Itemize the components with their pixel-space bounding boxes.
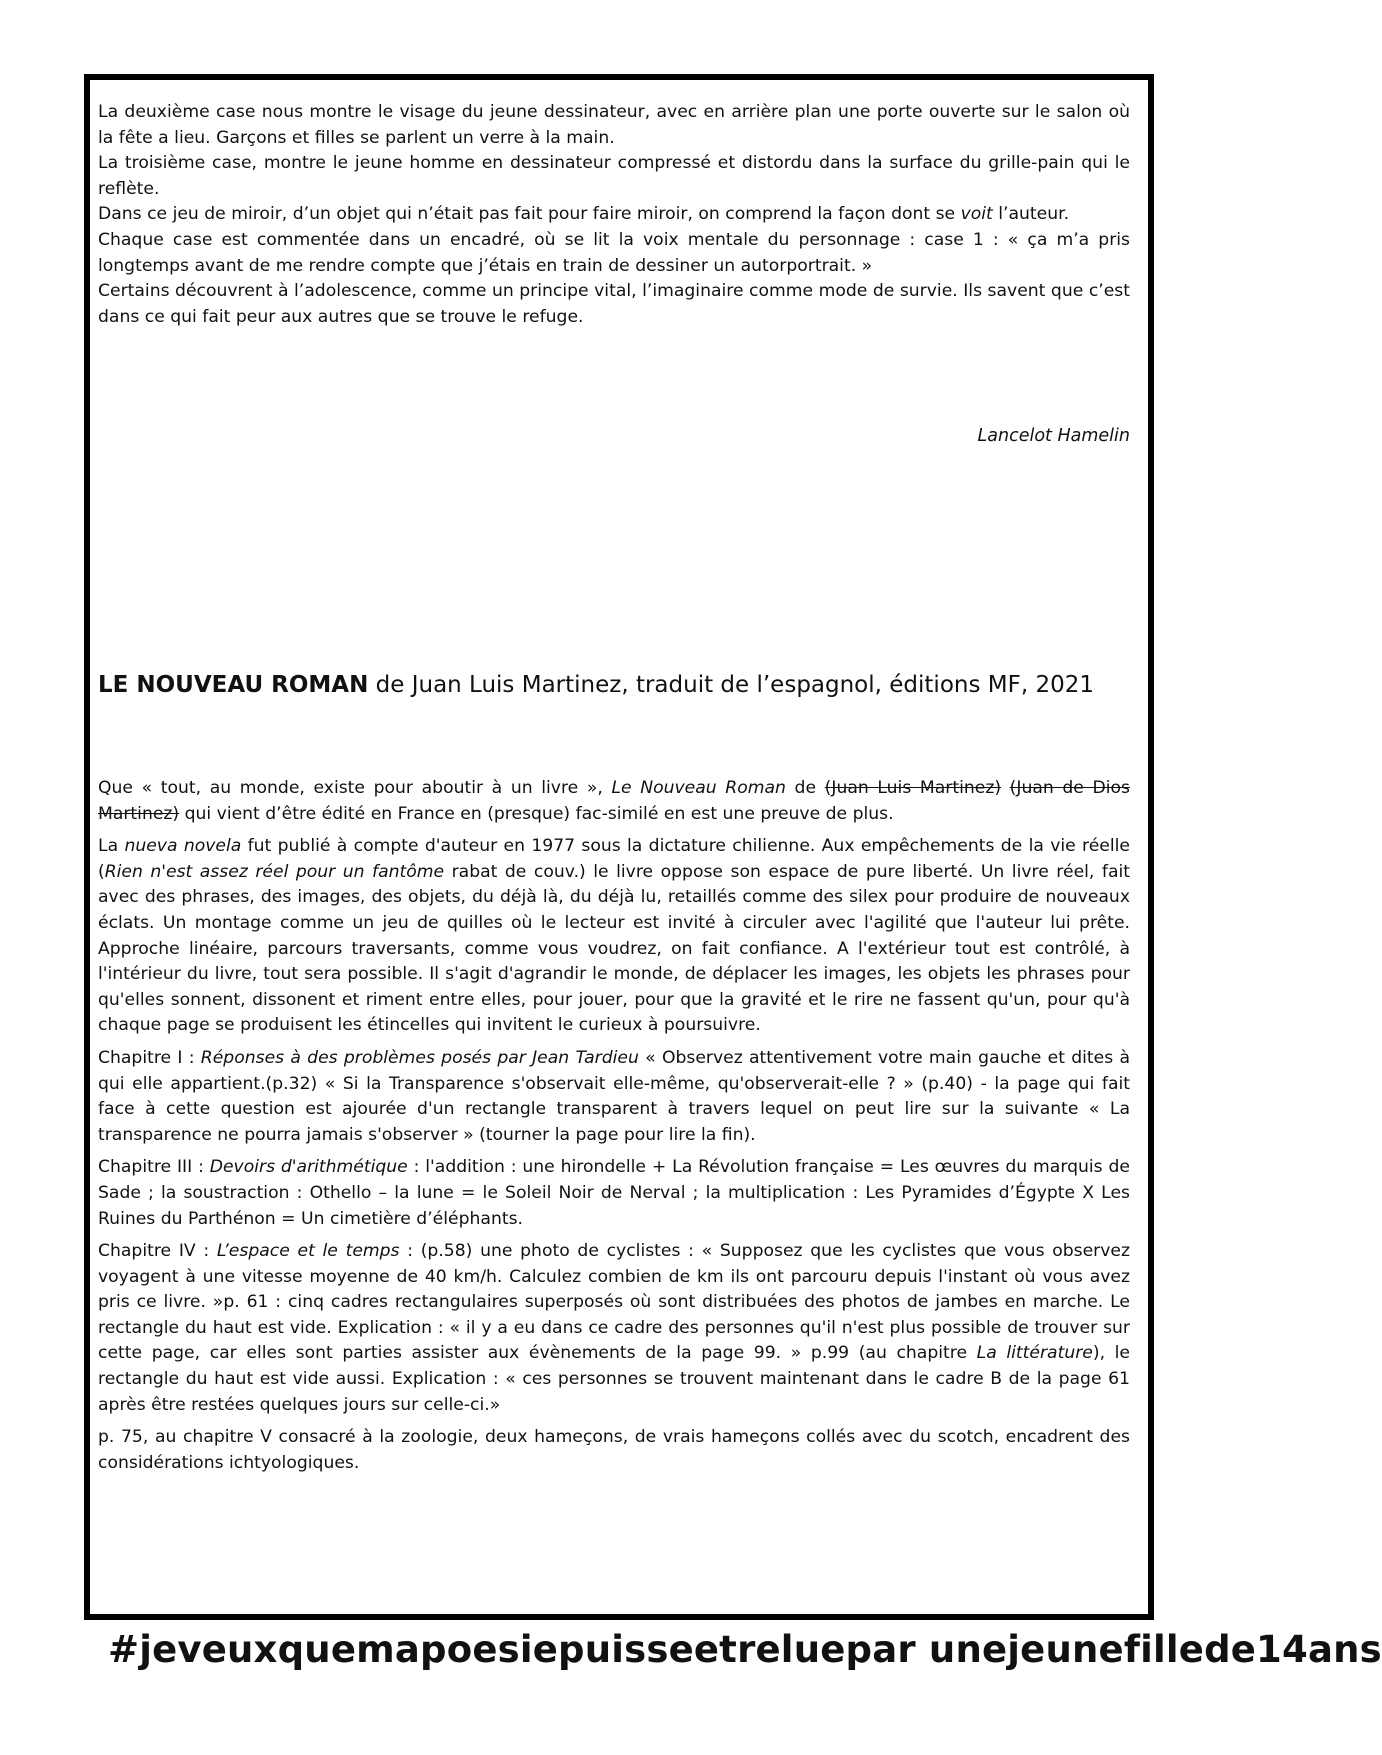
paragraph: Certains découvrent à l’adolescence, comme un principe vital, l’imaginaire comme mode de survie. Ils savent que c’est dans ce qui fait peur aux autres que se trouve le refuge. xyxy=(98,281,1130,327)
struck-name: (Juan Luis Martinez) xyxy=(824,778,1002,798)
paragraph: Chapitre III : Devoirs d'arithmétique : l'addition : une hirondelle + La Révolution française = Les œuvres du marquis de Sade ; la soustraction : Othello – la lune = le Soleil Noir de Nerval ; la multiplication : Les Pyramides d’Égypte X Les Ruines du Parthénon = Un cimetière d’éléphants. xyxy=(98,1157,1130,1229)
author-signature: Lancelot Hamelin xyxy=(977,426,1130,446)
paragraph: Chaque case est commentée dans un encadré, où se lit la voix mentale du personnage : case 1 : « ça m’a pris longtemps avant de me rendre compte que j’étais en train de dessiner un autorportrait. » xyxy=(98,229,1130,276)
paragraph: La deuxième case nous montre le visage du jeune dessinateur, avec en arrière plan une porte ouverte sur le salon où la fête a lieu. Garçons et filles se parlent un verre à la main. xyxy=(98,102,1130,148)
hashtag-footer: #jeveuxquemapoesiepuisseetreluepar unejeunefillede14ans xyxy=(108,1628,1382,1671)
review-title: LE NOUVEAU ROMAN de Juan Luis Martinez, traduit de l’espagnol, éditions MF, 2021 xyxy=(98,672,1094,698)
paragraph: Chapitre IV : L’espace et le temps : (p.58) une photo de cyclistes : « Supposez que les cyclistes que vous observez voyagent à une vitesse moyenne de 40 km/h. Calculez combien de km ils ont parcouru depuis l'instant où vous avez pris ce livre. »p. 61 : cinq cadres rectangulaires superposés où sont distribuées des photos de jambes en marche. Le rectangle du haut est vide. Explication : « il y a eu dans ce cadre des personnes qu'il n'est plus possible de trouver sur cette page, car elles sont parties assister aux évènements de la page 99. » p.99 (au chapitre La littérature), le rectangle du haut est vide aussi. Explication : « ces personnes se trouvent maintenant dans le cadre B de la page 61 après être restées quelques jours sur celle-ci.» xyxy=(98,1241,1131,1415)
book-title: LE NOUVEAU ROMAN xyxy=(98,672,369,698)
paragraph: p. 75, au chapitre V consacré à la zoologie, deux hameçons, de vrais hameçons collés avec du scotch, encadrent des considérations ichtyologiques. xyxy=(98,1427,1130,1473)
paragraph: Chapitre I : Réponses à des problèmes posés par Jean Tardieu « Observez attentivement votre main gauche et dites à qui elle appartient.(p.32) « Si la Transparence s'observait elle-même, qu'observerait-elle ? » (p.40) - la page qui fait face à cette question est ajourée d'un rectangle transparent à travers lequel on peut lire sur la suivante « La transparence ne pourra jamais s'observer » (tourner la page pour lire la fin). xyxy=(98,1047,1130,1145)
paragraph: La troisième case, montre le jeune homme en dessinateur compressé et distordu dans la surface du grille-pain qui le reflète. xyxy=(98,153,1130,199)
paragraph: La nueva novela fut publié à compte d'auteur en 1977 sous la dictature chilienne. Aux empêchements de la vie réelle (Rien n'est assez réel pour un fantôme rabat de couv.) le livre oppose son espace de pure liberté. Un livre réel, fait avec des phrases, des images, des objets, du déjà là, du déjà lu, retaillés comme des silex pour produire de nouveaux éclats. Un montage comme un jeu de quilles où le lecteur est invité à circuler avec l'agilité que l'auteur lui prête. Approche linéaire, parcours traversants, comme vous voudrez, on fait confiance. A l'extérieur tout est contrôlé, à l'intérieur du livre, tout sera possible. Il s'agit d'agrandir le monde, de déplacer les images, les objets les phrases pour qu'elles sonnent, dissonent et riment entre elles, pour jouer, pour que la gravité et le rire ne fassent qu'un, pour qu'à chaque page se produisent les étincelles qui invitent le curieux à poursuivre. xyxy=(98,836,1130,1036)
emphasis: voit xyxy=(960,204,993,225)
paragraph: Que « tout, au monde, existe pour aboutir à un livre », Le Nouveau Roman de (Juan Luis Martinez) (Juan de Dios Martinez) qui vient d’être édité en France en (presque) fac-similé en est une preuve de plus. xyxy=(98,778,1130,824)
review-body xyxy=(98,776,1130,1483)
struck-name: (Juan de Dios Martinez) xyxy=(98,778,1130,824)
paragraph: Dans ce jeu de miroir, d’un objet qui n’était pas fait pour faire miroir, on comprend la façon dont se voit l’auteur. xyxy=(98,204,1070,225)
article-continuation xyxy=(98,100,1130,330)
